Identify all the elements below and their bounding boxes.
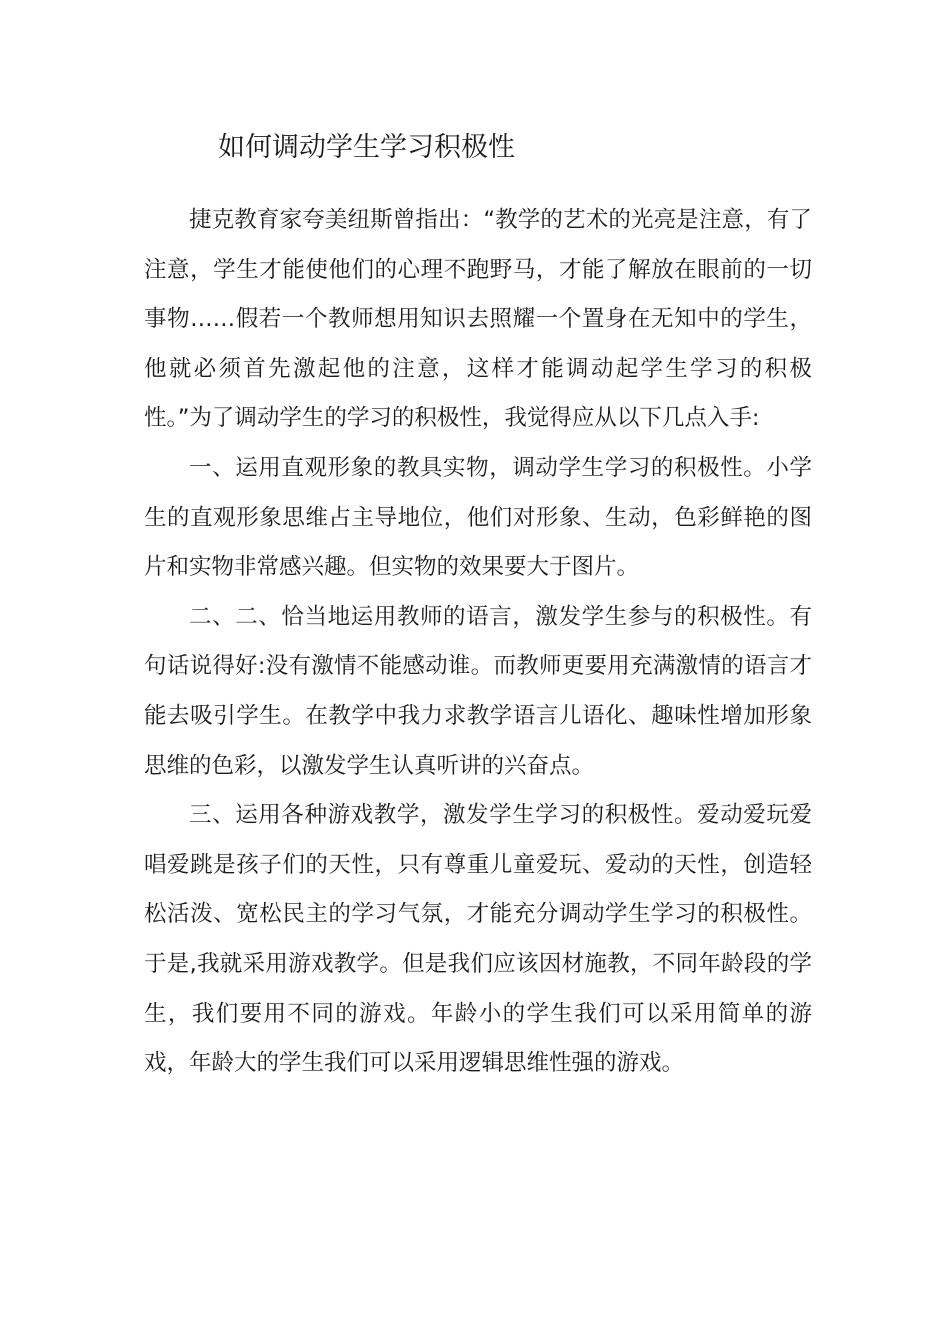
paragraph-point-2: 二、二、恰当地运用教师的语言，激发学生参与的积极性。有句话说得好:没有激情不能感动谁。而教师更要用充满激情的语言才能去吸引学生。在教学中我力求教学语言儿语化、趣味性增加形象思维的色彩，以激发学生认真听讲的兴奋点。 [144, 603, 812, 779]
document-body [144, 196, 812, 1089]
paragraph-point-3: 三、运用各种游戏教学，激发学生学习的积极性。爱动爱玩爱唱爱跳是孩子们的天性，只有尊重儿童爱玩、爱动的天性，创造轻松活泼、宽松民主的学习气氛，才能充分调动学生学习的积极性。于是,我就采用游戏教学。但是我们应该因材施教，不同年龄段的学生，我们要用不同的游戏。年龄小的学生我们可以采用简单的游戏，年龄大的学生我们可以采用逻辑思维性强的游戏。 [144, 802, 812, 1077]
paragraph-intro: 捷克教育家夸美纽斯曾指出：“教学的艺术的光亮是注意，有了注意，学生才能使他们的心理不跑野马，才能了解放在眼前的一切事物……假若一个教师想用知识去照耀一个置身在无知中的学生，他就必须首先激起他的注意，这样才能调动起学生学习的积极性。”为了调动学生的学习的积极性，我觉得应从以下几点入手: [144, 207, 812, 432]
paragraph-point-1: 一、运用直观形象的教具实物，调动学生学习的积极性。小学生的直观形象思维占主导地位，他们对形象、生动，色彩鲜艳的图片和实物非常感兴趣。但实物的效果要大于图片。 [144, 454, 812, 581]
document-title: 如何调动学生学习积极性 [218, 132, 515, 163]
